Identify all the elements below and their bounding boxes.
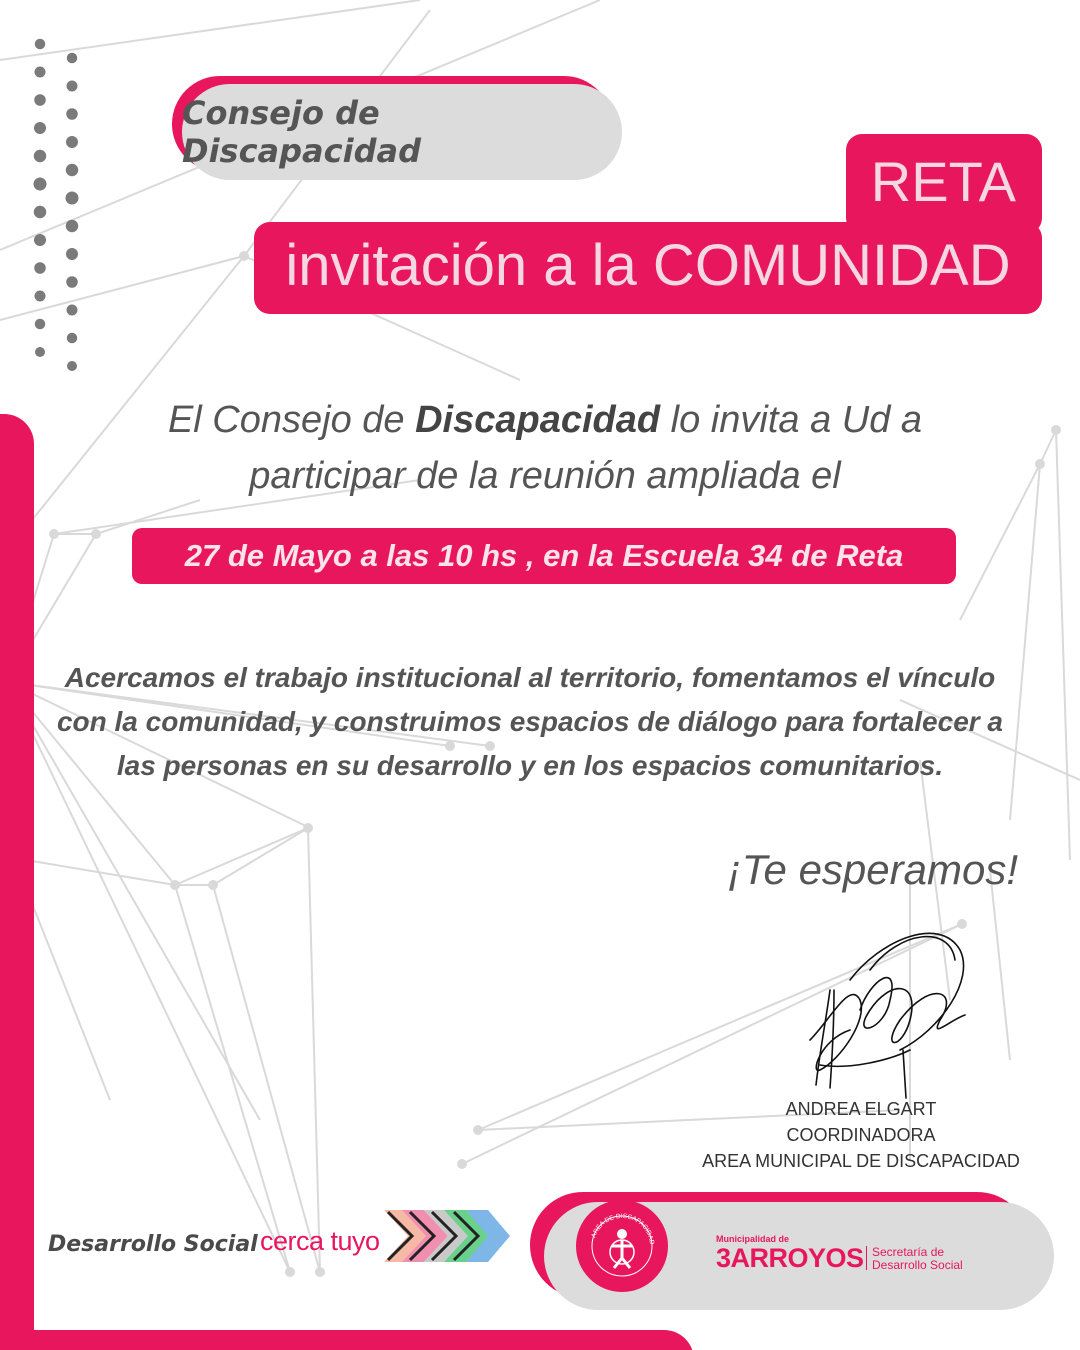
halftone-dot bbox=[67, 53, 78, 64]
halftone-dot bbox=[34, 206, 47, 219]
halftone-dot bbox=[34, 178, 47, 191]
halftone-dot bbox=[35, 347, 45, 357]
bottom-accent-bar bbox=[0, 1330, 694, 1350]
halftone-dot bbox=[67, 361, 77, 371]
signatory-name: ANDREA ELGART bbox=[785, 1099, 937, 1119]
halftone-dot bbox=[35, 39, 46, 50]
halftone-dot bbox=[66, 108, 78, 120]
halftone-dot bbox=[35, 319, 46, 330]
halftone-dot bbox=[67, 333, 78, 344]
halftone-dot bbox=[67, 305, 78, 316]
cerca-tuyo-label: cerca tuyo bbox=[260, 1226, 380, 1256]
signatory-role: COORDINADORA bbox=[786, 1125, 936, 1145]
chevron-arrows-icon bbox=[384, 1206, 510, 1266]
halftone-dot bbox=[34, 122, 46, 134]
halftone-dot bbox=[34, 150, 47, 163]
halftone-dot bbox=[66, 276, 78, 288]
intro-line1-b: lo invita a Ud a bbox=[660, 399, 923, 441]
intro-line1-bold: Discapacidad bbox=[415, 399, 661, 441]
halftone-dot bbox=[35, 291, 46, 302]
council-label: Consejo de Discapacidad bbox=[182, 94, 421, 170]
halftone-dot bbox=[35, 67, 46, 78]
halftone-dot bbox=[66, 248, 78, 260]
municipality-small-label: Municipalidad de bbox=[716, 1234, 790, 1244]
halftone-dot bbox=[66, 192, 79, 205]
area-discapacidad-logo bbox=[576, 1200, 668, 1292]
event-date-text: 27 de Mayo a las 10 hs , en la Escuela 34 de Reta bbox=[184, 538, 904, 573]
intro-line1-a: El Consejo de bbox=[167, 399, 416, 441]
mission-text: Acercamos el trabajo institucional al territorio, fomentamos el vínculo con la comunidad, y construimos espacios de diálogo para fortalecer a las personas en su desarrollo y en los espacios comunitarios. bbox=[56, 662, 1004, 781]
halftone-dot bbox=[34, 234, 46, 246]
invitation-title: invitación a la COMUNIDAD bbox=[285, 233, 1011, 298]
event-date-box bbox=[132, 528, 956, 584]
halftone-dot bbox=[66, 136, 78, 148]
halftone-dot bbox=[34, 262, 46, 274]
handwritten-signature bbox=[790, 920, 980, 1100]
area-badge-text: AREA DE DISCAPACIDAD bbox=[590, 1212, 656, 1245]
halftone-dot bbox=[66, 220, 79, 233]
closing-text: ¡Te esperamos! bbox=[727, 846, 1018, 893]
intro-line2: participar de la reunión ampliada el bbox=[249, 455, 841, 497]
secretaria-line1: Secretaría de bbox=[872, 1245, 945, 1259]
municipality-logo-text: 3ARROYOS bbox=[716, 1243, 864, 1273]
council-pill bbox=[182, 84, 622, 180]
reta-title: RETA bbox=[870, 150, 1016, 213]
left-accent-bar bbox=[0, 414, 34, 1350]
secretaria-line2: Desarrollo Social bbox=[872, 1258, 963, 1272]
intro-text bbox=[60, 392, 1030, 504]
halftone-dot bbox=[67, 81, 78, 92]
desarrollo-social-label: Desarrollo Social bbox=[48, 1232, 258, 1257]
halftone-dot bbox=[66, 164, 79, 177]
signatory-area: AREA MUNICIPAL DE DISCAPACIDAD bbox=[702, 1151, 1020, 1171]
halftone-dot bbox=[34, 94, 46, 106]
signatory-block bbox=[700, 1096, 1022, 1174]
logo-divider bbox=[866, 1246, 867, 1270]
